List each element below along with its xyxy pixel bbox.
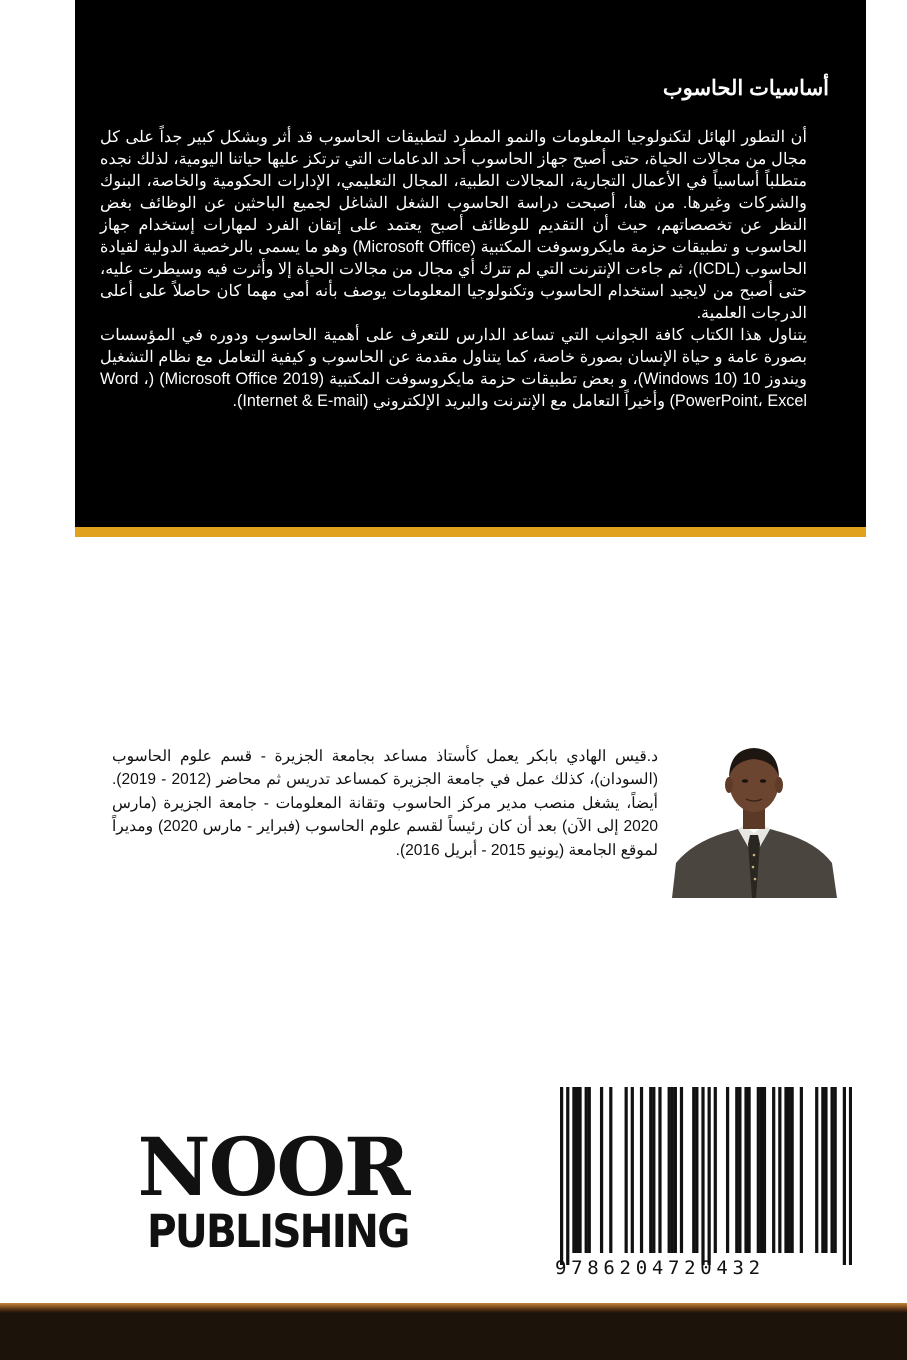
barcode-bar: [830, 1087, 833, 1253]
barcode-bar: [708, 1087, 711, 1265]
barcode-bar: [784, 1087, 787, 1253]
bottom-dark-band: [0, 1305, 907, 1360]
barcode-bar: [588, 1087, 591, 1253]
barcode-bar: [834, 1087, 837, 1253]
book-title: أساسيات الحاسوب: [662, 77, 829, 100]
barcode-bar: [843, 1087, 846, 1265]
barcode-bar: [787, 1087, 790, 1253]
noor-publishing-logo: [133, 1120, 413, 1258]
barcode-bar: [726, 1087, 729, 1253]
author-biography: د.قيس الهادي بابكر يعمل كأستاذ مساعد بجامعة الجزيرة - قسم علوم الحاسوب (السودان)، كذلك عمل في جامعة الجزيرة كمساعد تدريس ثم محاضر (2012 - 2019). أيضاً، يشغل منصب مدير مركز الحاسوب وتقانة المعلومات - جامعة الجزيرة (مارس 2020 إلى الآن) بعد أن كان رئيساً لقسم علوم الحاسوب (فبراير - مارس 2020) ومديراً لموقع الجامعة (يونيو 2015 - أبريل 2016).: [112, 748, 658, 859]
barcode-bar: [680, 1087, 683, 1253]
barcode-bar: [791, 1087, 794, 1253]
author-photo: [672, 745, 837, 898]
description-paragraph-1: أن التطور الهائل لتكنولوجيا المعلومات والنمو المطرد لتطبيقات الحاسوب قد أثر وبشكل كبير جداً على كل مجال من مجالات الحياة، حتى أصبح جهاز الحاسوب أحد الدعامات التي ترتكز عليها حياتنا اليومية، لذلك نجده متطلباً أساسياً في الأعمال التجارية، المجالات الطبية، المجال التعليمي، الإدارات الحكومية والخاصة، البنوك والشركات وغيرها. من هنا، أصبحت دراسة الحاسوب الشغل الشاغل لجميع الباحثين عن الوظائف بغض النظر عن تخصصاتهم، حيث أن التقديم للوظائف أصبح يعتمد على إتقان الفرد لمهارات إستخدام جهاز الحاسوب و تطبيقات حزمة مايكروسوفت المكتبية (Microsoft Office) وهو ما يسمى بالرخصية الدولية لقيادة الحاسوب (ICDL)، ثم جاءت الإنترنت التي لم تترك أي مجال من مجالات الحياة إلا وأثرت فيه وسيطرت عليه، حتى أصبح من لايجيد استخدام الحاسوب وتكنولوجيا المعلومات يوصف بأنه أمي مهما كان حاصلاً على أعلى الدرجات العلمية.: [100, 128, 808, 322]
barcode-bar: [652, 1087, 655, 1253]
bottom-band-edge: [0, 1303, 907, 1313]
barcode-bar: [821, 1087, 824, 1253]
barcode-bar: [695, 1087, 698, 1253]
description-paragraph-2: يتناول هذا الكتاب كافة الجوانب التي تساعد الدارس للتعرف على أهمية الحاسوب ودوره في المؤسسات بصورة عامة و حياة الإنسان بصورة خاصة، كما يتناول مقدمة عن الحاسوب و كيفية التعامل مع نظام التشغيل ويندوز 10 (Windows 10)، و بعض تطبيقات حزمة مايكروسوفت المكتبية (Microsoft Office 2019) (Word ، PowerPoint، Excel) وأخيراً التعامل مع الإنترنت والبريد الإلكتروني (Internet & E-mail).: [100, 326, 807, 410]
barcode-bar: [649, 1087, 652, 1253]
isbn-number: 9786204720432: [555, 1257, 765, 1279]
barcode-bar: [560, 1087, 563, 1265]
barcode-bar: [760, 1087, 763, 1253]
isbn-barcode: [560, 1087, 852, 1279]
barcode-bar: [625, 1087, 628, 1253]
barcode-bar: [778, 1087, 781, 1253]
barcode-bar: [824, 1087, 827, 1253]
barcode-bar: [714, 1087, 717, 1253]
barcode-bar: [585, 1087, 588, 1253]
barcode-bar: [800, 1087, 803, 1253]
barcode-bar: [671, 1087, 674, 1253]
barcode-bar: [600, 1087, 603, 1253]
barcode-bar: [849, 1087, 852, 1265]
barcode-bar: [566, 1087, 569, 1265]
gold-divider-stripe: [75, 527, 866, 537]
barcode-bar: [578, 1087, 581, 1253]
barcode-bar: [572, 1087, 575, 1253]
barcode-bar: [631, 1087, 634, 1253]
barcode-bar: [738, 1087, 741, 1253]
barcode-bar: [735, 1087, 738, 1253]
logo-text-publishing: PUBLISHING: [147, 1205, 409, 1258]
barcode-bar: [747, 1087, 750, 1253]
barcode-bar: [658, 1087, 661, 1253]
barcode-bar: [744, 1087, 747, 1253]
logo-text-noor: NOOR: [137, 1120, 409, 1214]
barcode-bar: [701, 1087, 704, 1265]
barcode-bar: [575, 1087, 578, 1253]
barcode-bar: [772, 1087, 775, 1253]
barcode-bar: [609, 1087, 612, 1253]
barcode-bar: [674, 1087, 677, 1253]
barcode-bar: [692, 1087, 695, 1253]
book-description: [100, 126, 807, 412]
author-portrait-image: [672, 745, 837, 898]
barcode-bar: [640, 1087, 643, 1253]
barcode-bar: [668, 1087, 671, 1253]
barcode-bar: [815, 1087, 818, 1253]
barcode-bar: [757, 1087, 760, 1253]
barcode-bar: [763, 1087, 766, 1253]
